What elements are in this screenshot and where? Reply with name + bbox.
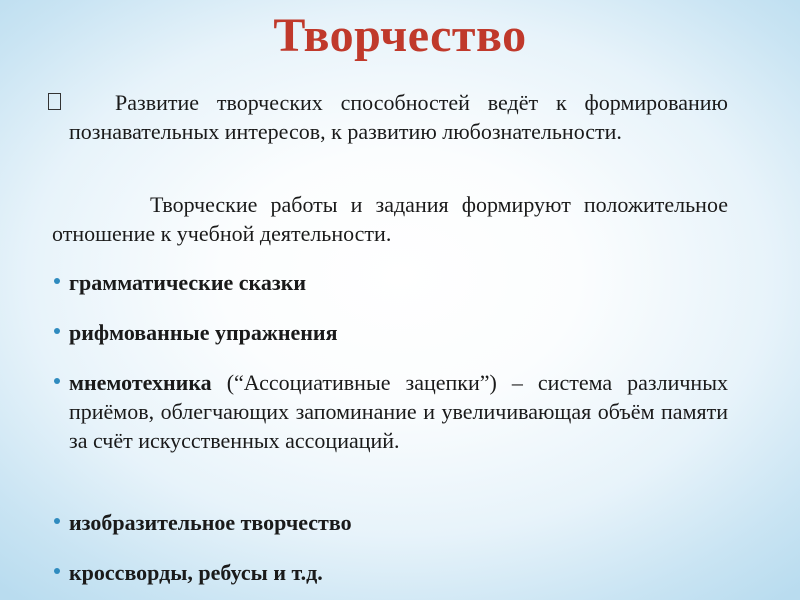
bullet-bold-text: кроссворды, ребусы и т.д. (69, 560, 323, 585)
bullet-bold-text: мнемотехника (69, 370, 212, 395)
slide-title: Творчество (273, 9, 527, 62)
bullet-dot-icon (54, 278, 60, 284)
paragraph-development-text: Развитие творческих способностей ведёт к формированию познавательных интересов, к развитию любознательности. (69, 90, 728, 144)
paragraph-development (69, 88, 728, 146)
bullet-bold-text: изобразительное творчество (69, 510, 352, 535)
bullet-dot-icon (54, 328, 60, 334)
bullet-bold-text: грамматические сказки (69, 270, 307, 295)
paragraph-creative-works (52, 190, 728, 248)
bullet-dot-icon (54, 568, 60, 574)
bullet-dot-icon (54, 378, 60, 384)
bullet-rest-text: (“Ассоциативные зацепки”) – система различных приёмов, облегчающих запоминание и увеличивающая объём памяти за счёт искусственных ассоциаций. (69, 370, 728, 453)
empty-box-icon (48, 93, 61, 110)
bullet-dot-icon (54, 518, 60, 524)
bullet-bold-text: рифмованные упражнения (69, 320, 338, 345)
paragraph-creative-works-text: Творческие работы и задания формируют положительное отношение к учебной деятельности. (52, 192, 728, 246)
